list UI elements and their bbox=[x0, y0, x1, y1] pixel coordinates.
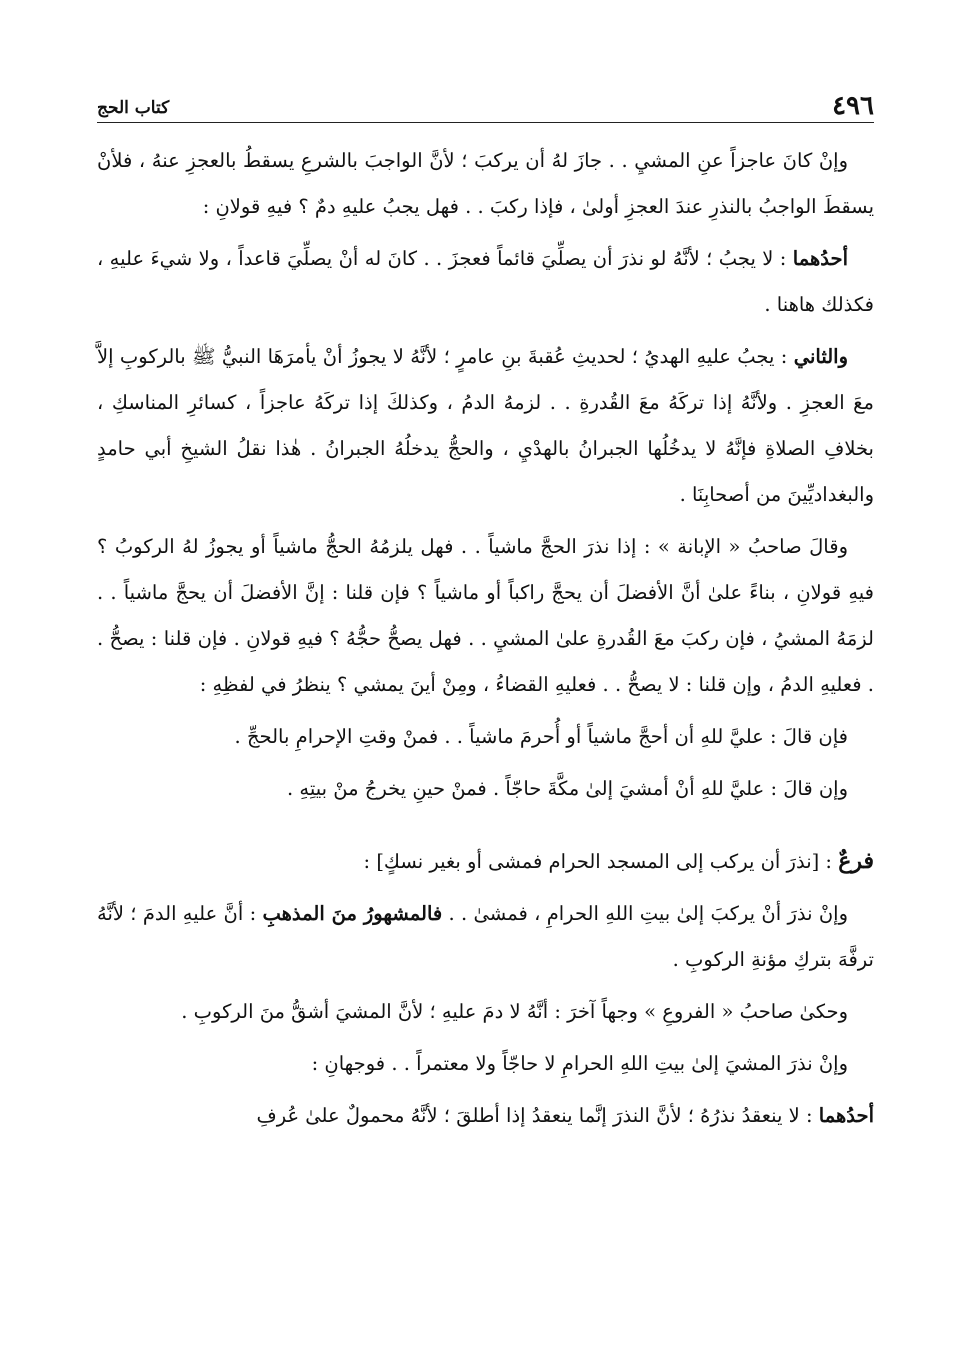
paragraph-text: وقالَ صاحبُ « الإبانة » : إذا نذرَ الحجَّ ماشياً . . فهل يلزمُهُ الحجُّ ماشياً أو يجوزُ لهُ الركوبُ ؟ فيهِ قولانِ ، بناءً علىٰ أنَّ الأفضلَ أن يحجَّ راكباً أو ماشياً ؟ فإن قلنا : إنَّ الأفضلَ أن يحجَّ ماشياً . . لزمَهُ المشيُ ، فإن ركبَ معَ القُدرةِ علىٰ المشيِ . . فهل يصحُّ حجُّهُ ؟ فيهِ قولانِ . فإن قلنا : يصحُّ . . فعليهِ الدمُ ، وإن قلنا : لا يصحُّ . . فعليهِ القضاءُ ، ومِنْ أينَ يمشي ؟ ينظرُ في لفظِهِ : bbox=[97, 535, 874, 696]
paragraph-text: وإنْ نذرَ أنْ يركبَ إلىٰ بيتِ اللهِ الحرامِ ، فمشىٰ . . bbox=[442, 902, 848, 925]
paragraph-lead: فالمشهورُ منَ المذهبِ bbox=[262, 902, 443, 925]
paragraph-10 bbox=[97, 1093, 874, 1139]
page-number: ٤٩٦ bbox=[832, 91, 874, 121]
page-header bbox=[97, 86, 874, 123]
paragraph-text: : لا يجبُ ؛ لأنَّهُ لو نذرَ أن يصلِّيَ قائماً فعجزَ . . كانَ له أنْ يصلِّيَ قاعداً ، ولا شيءَ عليهِ ، فكذلك هاهنا . bbox=[97, 247, 874, 316]
paragraph-2 bbox=[97, 236, 874, 328]
paragraph-text: وحكىٰ صاحبُ « الفروعِ » وجهاً آخرَ : أنَّهُ لا دمَ عليهِ ؛ لأنَّ المشيَ أشقُّ منَ الركوبِ . bbox=[181, 1000, 848, 1023]
paragraph-1 bbox=[97, 138, 874, 230]
section-heading-far bbox=[97, 838, 874, 885]
paragraph-text: فإن قالَ : عليَّ للهِ أن أحجَّ ماشياً أو أُحرمَ ماشياً . . فمنْ وقتِ الإحرامِ بالحجِّ . bbox=[234, 725, 848, 748]
paragraph-text: : لا ينعقدُ نذرُهُ ؛ لأنَّ النذرَ إنَّما ينعقدُ إذا أطلقَ ؛ لأنَّهُ محمولٌ علىٰ عُرفِ bbox=[256, 1104, 819, 1127]
paragraph-text: : يجبُ عليهِ الهديُ ؛ لحديثِ عُقبةَ بنِ عامرٍ ؛ لأنَّهُ لا يجوزُ أنْ يأمرَهَا النبيُّ ﷺ بالركوبِ إلاَّ معَ العجزِ . ولأنَّهُ إذا تركَهُ معَ القُدرةِ . . لزمهُ الدمُ ، وكذلكَ إذا تركَهُ عاجزاً ، كسائرِ المناسكِ ، بخلافِ الصلاةِ فإنَّهُ لا يدخُلُها الجبرانُ بالهدْيِ ، والحجُّ يدخلُهُ الجبرانُ . هٰذا نقلُ الشيخِ أبي حامدٍ والبغداديِّينَ من أصحابِنَا . bbox=[97, 345, 875, 506]
paragraph-text: وإنْ نذرَ المشيَ إلىٰ بيتِ اللهِ الحرامِ لا حاجّاً ولا معتمراً . . فوجهانِ : bbox=[311, 1052, 848, 1075]
paragraph-6 bbox=[97, 766, 874, 812]
paragraph-8 bbox=[97, 989, 874, 1035]
paragraph-lead: أحدُهما bbox=[792, 247, 848, 270]
paragraph-lead: والثاني bbox=[793, 345, 848, 368]
heading-text: : [نذرَ أن يركب إلى المسجد الحرام فمشى أو بغير نسكٍ] : bbox=[363, 850, 839, 873]
paragraph-9 bbox=[97, 1041, 874, 1087]
paragraph-5 bbox=[97, 714, 874, 760]
paragraph-lead: أحدُهما bbox=[818, 1104, 874, 1127]
running-title: كتاب الحج bbox=[97, 98, 170, 118]
paragraph-text: وإنْ كانَ عاجزاً عنِ المشيِ . . جازَ لهُ أن يركبَ ؛ لأنَّ الواجبَ بالشرعِ يسقطُ بالعجزِ عنهُ ، فلأنْ يسقطَ الواجبُ بالنذرِ عندَ العجزِ أولىٰ ، فإذا ركبَ . . فهل يجبُ عليهِ دمٌ ؟ فيهِ قولانِ : bbox=[97, 149, 874, 218]
paragraph-3 bbox=[97, 334, 874, 518]
paragraph-7 bbox=[97, 891, 874, 983]
heading-lead: فرعٌ bbox=[838, 848, 874, 874]
paragraph-text-2: : أنَّ عليهِ الدمَ ؛ لأنَّهُ ترفَّهَ بتركِ مؤنةِ الركوبِ . bbox=[97, 902, 874, 971]
paragraph-text: وإن قالَ : عليَّ للهِ أنْ أمشيَ إلىٰ مكَّةَ حاجّاً . فمنْ حينِ يخرجُ منْ بيتِهِ . bbox=[287, 777, 848, 800]
page-body bbox=[97, 138, 874, 1145]
paragraph-4 bbox=[97, 524, 874, 708]
